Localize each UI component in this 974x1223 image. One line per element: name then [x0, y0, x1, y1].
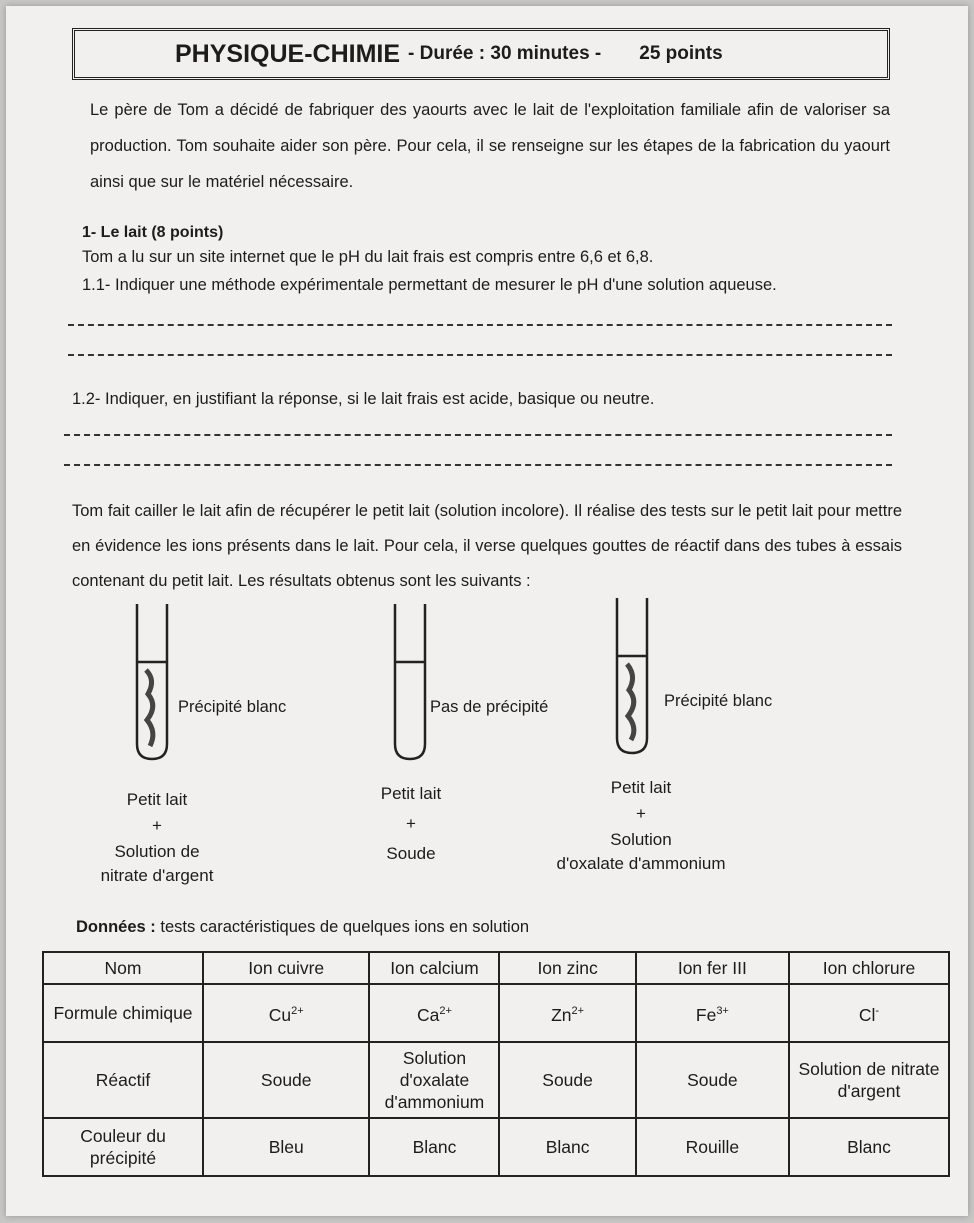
experiment-paragraph: Tom fait cailler le lait afin de récupérer le petit lait (solution incolore). Il réalise des tests sur le petit lait pour mettre en évidence les ions présents dans le lait. Pour cela, il verse quelques gouttes de réactif dans des tubes à essais contenant du petit lait. Les résultats obtenus sont les suivants : [72, 502, 902, 590]
formula-cell [789, 984, 949, 1042]
statement-text: Tom a lu sur un site internet que le pH du lait frais est compris entre 6,6 et 6,8. [82, 248, 654, 266]
table-row [43, 952, 949, 984]
test-tube-3 [612, 598, 662, 758]
section-title: 1- Le lait (8 points) [82, 224, 224, 241]
formula-cell [203, 984, 369, 1042]
formula-base: Cl [858, 1004, 876, 1025]
reactif-cell: Soude [499, 1042, 635, 1118]
formula-base: Fe [695, 1004, 717, 1025]
row-label: Couleur du précipité [43, 1118, 203, 1176]
caption-line: nitrate d'argent [100, 866, 214, 885]
formula-charge: 3+ [716, 1005, 729, 1018]
answer-line [68, 324, 892, 326]
test-tube-1 [132, 604, 182, 764]
duration-label: - Durée : 30 minutes - [408, 43, 602, 64]
caption-plus: + [406, 814, 416, 833]
color-cell: Blanc [369, 1118, 499, 1176]
color-cell: Blanc [499, 1118, 635, 1176]
color-cell: Rouille [636, 1118, 789, 1176]
tube-2-result: Pas de précipité [430, 698, 549, 716]
row-label: Réactif [43, 1042, 203, 1118]
answer-line [64, 464, 892, 466]
table-row [43, 1042, 949, 1118]
tube-1-caption [72, 790, 242, 886]
answer-line [64, 434, 892, 436]
table-header-cell: Ion zinc [499, 952, 635, 984]
table-header-cell: Ion cuivre [203, 952, 369, 984]
tube-3-caption [526, 778, 756, 874]
reactif-cell: Soude [203, 1042, 369, 1118]
subject-title: PHYSIQUE-CHIMIE [175, 39, 401, 68]
tube-2-caption [326, 784, 496, 864]
reactif-cell: Solution de nitrate d'argent [789, 1042, 949, 1118]
formula-charge: - [875, 1005, 880, 1018]
table-header-cell: Nom [43, 952, 203, 984]
table-row [43, 984, 949, 1042]
data-caption-text: tests caractéristiques de quelques ions en solution [160, 918, 530, 936]
caption-plus: + [636, 804, 646, 823]
question-1-1: 1.1- Indiquer une méthode expérimentale permettant de mesurer le pH d'une solution aqueuse. [82, 276, 777, 294]
test-tube-2 [390, 604, 440, 764]
table-header-cell: Ion chlorure [789, 952, 949, 984]
caption-line: d'oxalate d'ammonium [556, 854, 726, 873]
ion-tests-table [42, 951, 950, 1177]
question-1-2: 1.2- Indiquer, en justifiant la réponse, si le lait frais est acide, basique ou neutre. [72, 390, 655, 408]
table-header-cell: Ion fer III [636, 952, 789, 984]
row-label: Formule chimique [43, 984, 203, 1042]
formula-cell [499, 984, 635, 1042]
formula-charge: 2+ [291, 1005, 304, 1018]
table-row [43, 1118, 949, 1176]
tube-3-result: Précipité blanc [664, 692, 773, 710]
formula-charge: 2+ [571, 1005, 585, 1018]
reactif-cell: Solution d'oxalate d'ammonium [369, 1042, 499, 1118]
formula-cell [636, 984, 789, 1042]
intro-paragraph: Le père de Tom a décidé de fabriquer des yaourts avec le lait de l'exploitation familiale afin de valoriser sa production. Tom souhaite aider son père. Pour cela, il se renseigne sur les étapes de la fabrication du yaourt ainsi que sur le matériel nécessaire. [90, 101, 890, 191]
points-label: 25 points [639, 43, 723, 64]
formula-charge: 2+ [439, 1005, 452, 1018]
formula-cell [369, 984, 499, 1042]
table-header-cell: Ion calcium [369, 952, 499, 984]
caption-line: Petit lait [126, 790, 188, 809]
caption-line: Petit lait [610, 778, 672, 797]
exam-sheet [6, 6, 968, 1216]
formula-base: Zn [551, 1004, 572, 1025]
formula-base: Ca [416, 1004, 440, 1025]
color-cell: Bleu [203, 1118, 369, 1176]
data-caption: Données : tests caractéristiques de quelques ions en solution [76, 918, 530, 936]
color-cell: Blanc [789, 1118, 949, 1176]
header-banner [72, 28, 890, 80]
formula-base: Cu [268, 1004, 292, 1025]
reactif-cell: Soude [636, 1042, 789, 1118]
caption-line: Solution de [114, 842, 200, 861]
caption-line: Petit lait [380, 784, 442, 803]
caption-line: Solution [610, 830, 672, 849]
caption-plus: + [152, 816, 162, 835]
tube-1-result: Précipité blanc [178, 698, 287, 716]
answer-line [68, 354, 892, 356]
caption-line: Soude [386, 844, 436, 863]
